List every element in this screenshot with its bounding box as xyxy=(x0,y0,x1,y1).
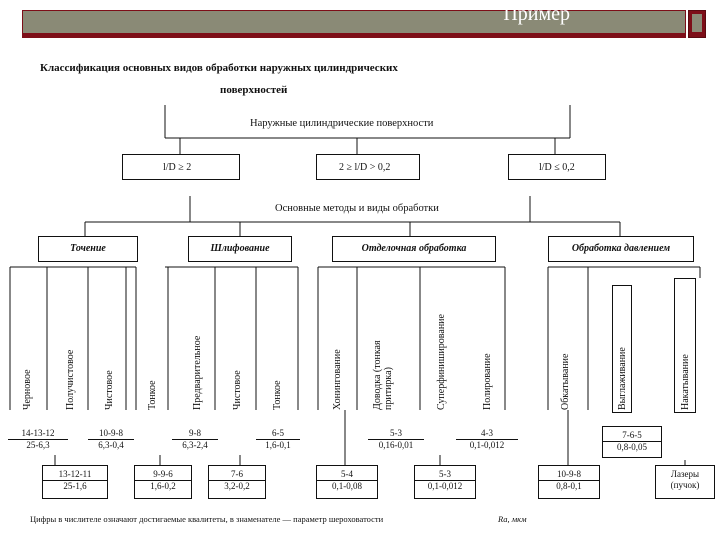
category-turning xyxy=(38,236,138,262)
quality-preliminary-it: 9-8 xyxy=(172,428,218,440)
quality-polishing-ra: 0,1-0,012 xyxy=(469,440,505,450)
bottom-box-7 xyxy=(655,465,715,499)
operation-preliminary: Предварительное xyxy=(192,335,203,410)
quality-rough-it: 14-13-12 xyxy=(8,428,68,440)
quality-polishing-it: 4-3 xyxy=(456,428,518,440)
bottom-box-7-line2: (пучок) xyxy=(670,480,700,490)
diagram-heading-line2: поверхностей xyxy=(220,84,288,96)
quality-rough-ra: 25-6,3 xyxy=(26,440,50,450)
operation-lapping-label: Доводка (тонкая притирка) xyxy=(372,340,394,410)
operation-semifinish: Получистовое xyxy=(65,349,76,410)
bottom-box-4-it: 5-4 xyxy=(317,469,377,481)
bottom-box-5-ra: 0,1-0,012 xyxy=(427,481,463,491)
quality-rough xyxy=(8,428,68,451)
slide-title: Пример xyxy=(503,3,570,25)
quality-fine-grinding xyxy=(256,428,300,451)
root-node: Наружные цилиндрические поверхности xyxy=(250,118,434,129)
quality-finish-turning-it: 10-9-8 xyxy=(88,428,134,440)
bottom-box-4 xyxy=(316,465,378,499)
quality-fine-grinding-it: 6-5 xyxy=(256,428,300,440)
quality-lapping-it: 5-3 xyxy=(368,428,424,440)
ratio-box-2 xyxy=(316,154,420,180)
quality-preliminary xyxy=(172,428,218,451)
category-pressure-label: Обработка давлением xyxy=(571,243,671,254)
operation-lapping xyxy=(372,315,394,410)
ratio-label-1: l/D ≥ 2 xyxy=(163,162,192,173)
bottom-box-2-it: 9-9-6 xyxy=(135,469,191,481)
ratio-label-3: l/D ≤ 0,2 xyxy=(539,162,575,173)
operation-fine-turning: Тонкое xyxy=(147,380,158,410)
bottom-box-3-it: 7-6 xyxy=(209,469,265,481)
bottom-box-2 xyxy=(134,465,192,499)
bottom-box-7-line1: Лазеры xyxy=(670,469,700,479)
bottom-box-1-ra: 25-1,6 xyxy=(63,481,87,491)
bottom-box-6 xyxy=(538,465,600,499)
category-grinding-label: Шлифование xyxy=(210,243,270,254)
bottom-box-6-ra: 0,8-0,1 xyxy=(556,481,582,491)
ratio-label-2: 2 ≥ l/D > 0,2 xyxy=(339,162,391,173)
bottom-box-2-ra: 1,6-0,2 xyxy=(150,481,176,491)
quality-lapping xyxy=(368,428,424,451)
operation-honing: Хонингование xyxy=(332,349,343,410)
quality-lapping-ra: 0,16-0,01 xyxy=(378,440,414,450)
quality-burnishing-ra: 0,8-0,05 xyxy=(617,442,647,452)
operation-burnishing: Выглаживание xyxy=(617,347,628,410)
category-turning-label: Точение xyxy=(70,243,106,254)
quality-burnishing xyxy=(602,426,662,458)
footnote-unit: Ra, мкм xyxy=(498,514,527,524)
quality-polishing xyxy=(456,428,518,451)
operation-superfinishing: Суперфиниширование xyxy=(436,314,447,410)
operation-rough: Черновое xyxy=(22,369,33,410)
operation-finish-turning: Чистовое xyxy=(104,370,115,410)
bottom-box-6-it: 10-9-8 xyxy=(539,469,599,481)
category-grinding xyxy=(188,236,292,262)
quality-fine-grinding-ra: 1,6-0,1 xyxy=(265,440,291,450)
bottom-box-5-it: 5-3 xyxy=(415,469,475,481)
operation-rolling: Обкатывание xyxy=(560,353,571,410)
ratio-box-1 xyxy=(122,154,240,180)
bottom-box-1 xyxy=(42,465,108,499)
operation-polishing: Полирование xyxy=(482,353,493,410)
quality-burnishing-it: 7-6-5 xyxy=(603,430,661,442)
quality-preliminary-ra: 6,3-2,4 xyxy=(182,440,208,450)
bottom-box-3-ra: 3,2-0,2 xyxy=(224,481,250,491)
category-finishing xyxy=(332,236,496,262)
operation-finish-grinding: Чистовое xyxy=(232,370,243,410)
diagram-heading-line1: Классификация основных видов обработки наружных цилиндрических xyxy=(40,62,398,74)
category-finishing-label: Отделочная обработка xyxy=(361,243,467,254)
bottom-box-3 xyxy=(208,465,266,499)
bottom-box-5 xyxy=(414,465,476,499)
ratio-box-3 xyxy=(508,154,606,180)
bottom-box-4-ra: 0,1-0,08 xyxy=(332,481,362,491)
quality-finish-turning xyxy=(88,428,134,451)
category-pressure xyxy=(548,236,694,262)
bottom-box-1-it: 13-12-11 xyxy=(43,469,107,481)
footnote: Цифры в числителе означают достигаемые квалитеты, в знаменателе — параметр шероховатости xyxy=(30,514,384,524)
operation-fine-grinding: Тонкое xyxy=(272,380,283,410)
operation-knurling: Накатывание xyxy=(680,354,691,410)
quality-finish-turning-ra: 6,3-0,4 xyxy=(98,440,124,450)
methods-node: Основные методы и виды обработки xyxy=(275,203,439,214)
